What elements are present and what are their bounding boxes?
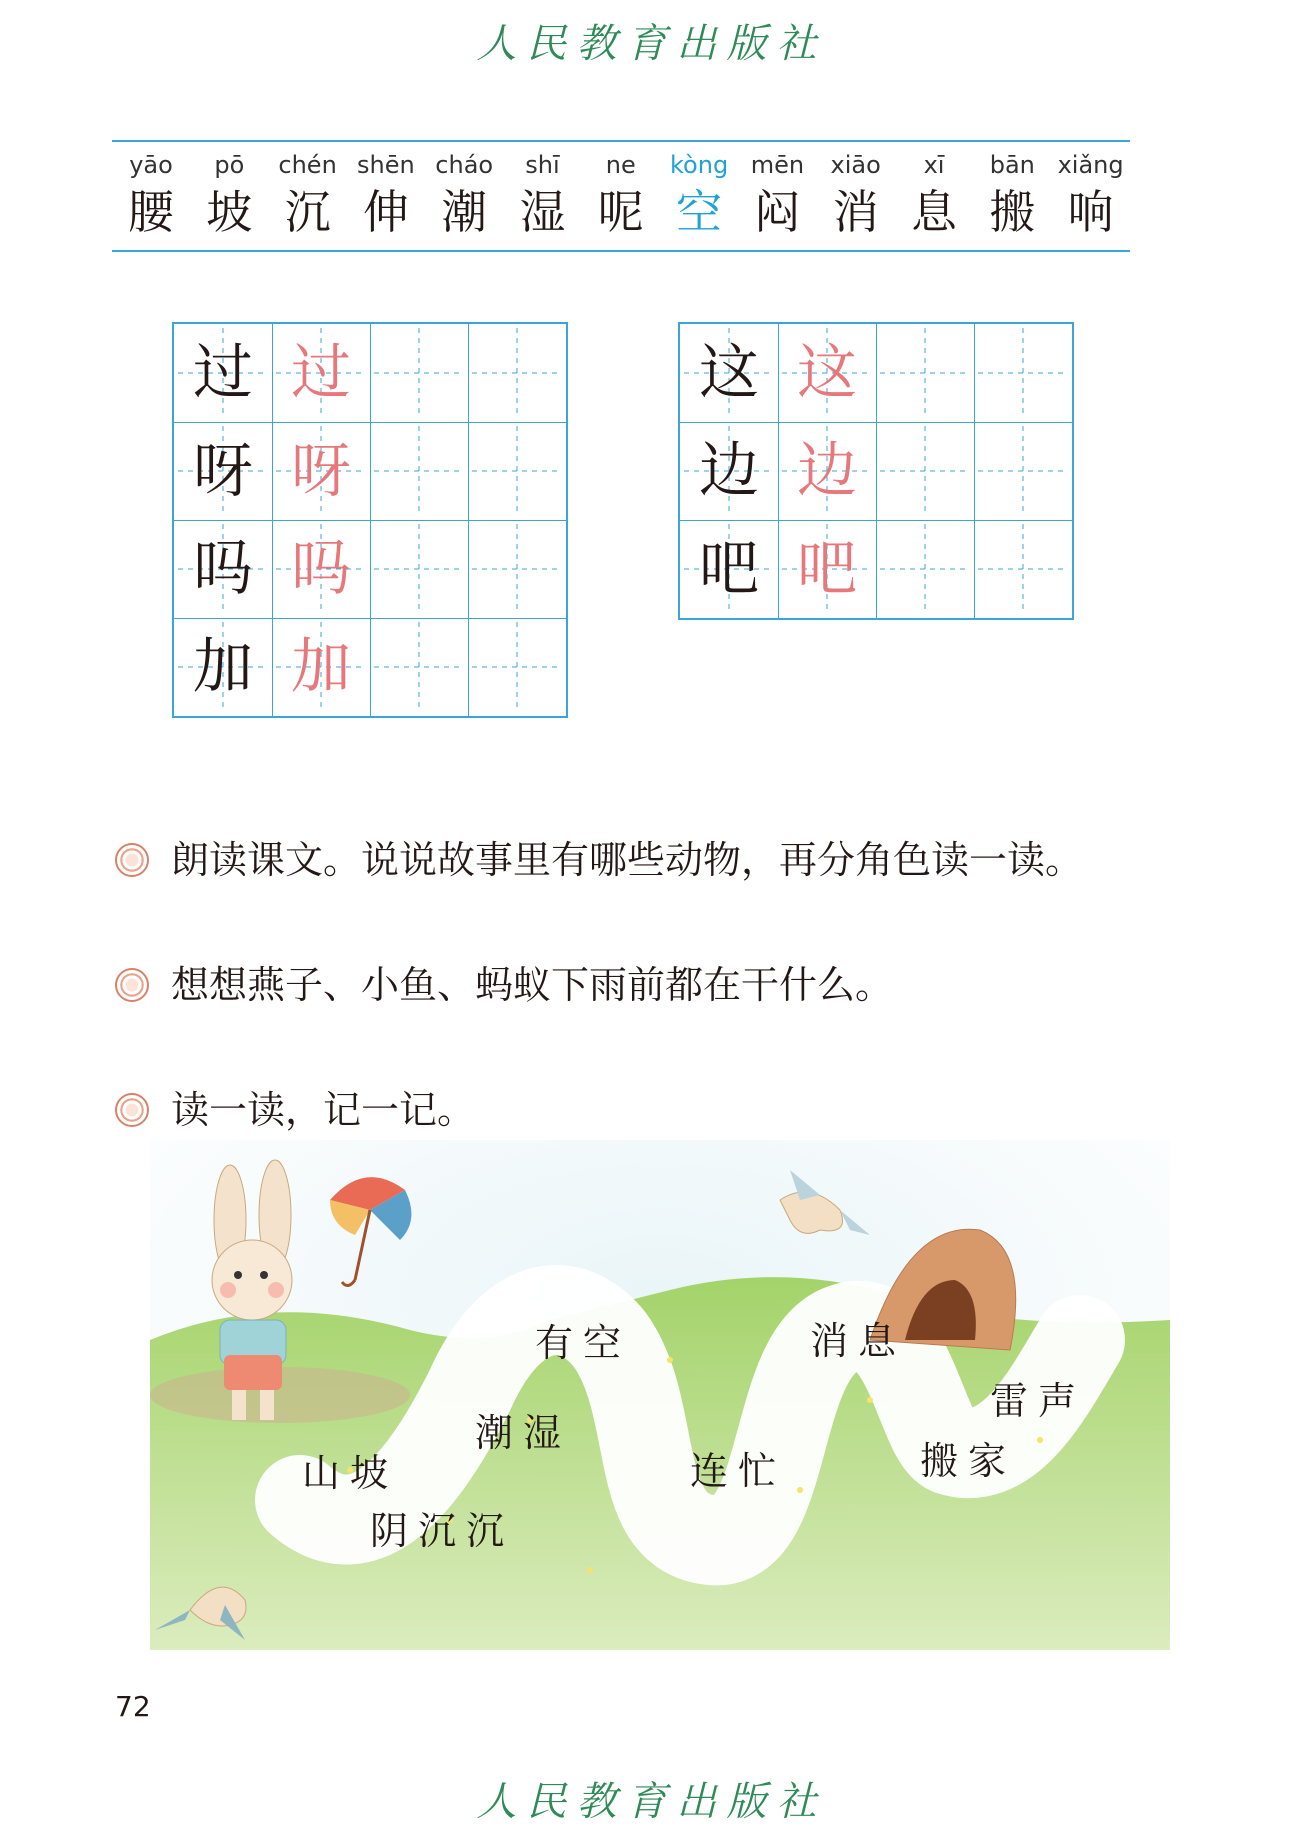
vocab-pinyin: shēn [357, 151, 415, 179]
scene-word: 消息 [810, 1319, 907, 1363]
scene-word: 连忙 [690, 1449, 787, 1493]
task-1-text: 朗读课文。说说故事里有哪些动物，再分角色读一读。 [171, 838, 1084, 882]
vocab-pinyin: cháo [435, 151, 494, 179]
task-bullet-icon [115, 1093, 149, 1127]
grid-cell [272, 618, 370, 716]
vocab-item [582, 148, 660, 242]
trace-character: 过 [291, 338, 351, 408]
grid-cell[interactable] [974, 324, 1072, 422]
vocab-character: 搬 [989, 185, 1036, 239]
trace-character: 边 [797, 436, 857, 506]
vocab-character: 息 [911, 185, 957, 239]
vocab-character: 沉 [284, 185, 331, 239]
vocab-character: 腰 [128, 185, 174, 239]
vocab-item [269, 148, 347, 242]
vocab-pinyin: ne [605, 151, 636, 179]
vocab-item [1052, 148, 1130, 242]
grid-cell [778, 422, 876, 520]
vocab-row [112, 148, 1130, 258]
vocab-character: 湿 [519, 185, 566, 239]
grid-cell[interactable] [876, 520, 974, 618]
vocab-item [347, 148, 425, 242]
grid-cell[interactable] [370, 520, 468, 618]
task-bullet-icon [115, 968, 149, 1002]
vocab-item [738, 148, 816, 242]
trace-character: 呀 [291, 436, 351, 506]
grid-cell [174, 422, 272, 520]
vocab-item [660, 148, 738, 242]
trace-character: 这 [797, 338, 857, 408]
grid-cell [174, 520, 272, 618]
vocab-character: 呢 [597, 185, 644, 239]
vocab-character: 响 [1067, 185, 1114, 239]
scene-word: 雷声 [990, 1379, 1087, 1423]
vocab-item [112, 148, 190, 242]
grid-cell [174, 324, 272, 422]
vocab-character: 闷 [754, 185, 801, 239]
scene-word: 潮湿 [475, 1411, 572, 1455]
page-number: 72 [115, 1690, 151, 1723]
vocab-pinyin: xī [923, 151, 945, 179]
trace-character: 吧 [797, 534, 857, 604]
grid-cell[interactable] [468, 520, 566, 618]
grid-cell [680, 324, 778, 422]
publisher-footer: 人民教育出版社 [476, 1779, 827, 1825]
vocab-pinyin: mēn [750, 151, 805, 179]
vocab-pinyin: pō [214, 151, 245, 179]
vocab-character: 坡 [206, 185, 253, 239]
vocab-pinyin: kòng [670, 151, 729, 179]
scene-word: 搬家 [920, 1439, 1017, 1483]
grid-cell[interactable] [974, 422, 1072, 520]
vocab-item [895, 148, 973, 242]
grid-cell [272, 324, 370, 422]
publisher-header: 人民教育出版社 [476, 21, 827, 67]
grid-cell [778, 324, 876, 422]
vocab-character: 消 [832, 185, 879, 239]
vocab-pinyin: shī [525, 151, 560, 179]
vocab-top-rule [112, 140, 1130, 142]
model-character: 过 [193, 338, 253, 408]
trace-character: 加 [291, 632, 351, 702]
grid-cell[interactable] [370, 422, 468, 520]
vocab-bottom-rule [112, 250, 1130, 252]
model-character: 加 [193, 632, 253, 702]
vocab-item [973, 148, 1051, 242]
grid-cell [272, 520, 370, 618]
model-character: 边 [699, 436, 759, 506]
task-3 [115, 1085, 475, 1135]
vocab-pinyin: chén [278, 151, 337, 179]
vocab-character: 伸 [362, 185, 409, 239]
grid-cell[interactable] [468, 324, 566, 422]
task-2 [115, 960, 893, 1010]
vocab-character: 空 [676, 185, 723, 239]
model-character: 吗 [193, 534, 253, 604]
task-2-text: 想想燕子、小鱼、蚂蚁下雨前都在干什么。 [171, 963, 894, 1007]
model-character: 呀 [193, 436, 253, 506]
writing-grid-left [172, 322, 568, 718]
vocab-pinyin: xiāo [830, 151, 881, 179]
grid-cell[interactable] [468, 422, 566, 520]
vocab-pinyin: bān [989, 151, 1035, 179]
task-3-text: 读一读，记一记。 [171, 1088, 476, 1132]
grid-cell [680, 422, 778, 520]
task-1 [115, 835, 1083, 885]
grid-cell [272, 422, 370, 520]
task-bullet-icon [115, 843, 149, 877]
vocab-pinyin: yāo [129, 151, 173, 179]
grid-cell[interactable] [468, 618, 566, 716]
vocab-character: 潮 [441, 185, 488, 239]
vocab-pinyin: xiǎng [1057, 151, 1124, 179]
writing-grid-right [678, 322, 1074, 620]
scene-word: 山坡 [302, 1451, 399, 1495]
vocab-item [504, 148, 582, 242]
grid-cell[interactable] [370, 324, 468, 422]
model-character: 吧 [699, 534, 759, 604]
grid-cell[interactable] [876, 324, 974, 422]
grid-cell [778, 520, 876, 618]
word-path-illustration [150, 1140, 1170, 1650]
vocab-item [425, 148, 503, 242]
model-character: 这 [699, 338, 759, 408]
grid-cell [174, 618, 272, 716]
trace-character: 吗 [291, 534, 351, 604]
vocab-item [817, 148, 895, 242]
grid-cell[interactable] [974, 520, 1072, 618]
vocab-item [190, 148, 268, 242]
scene-word: 有空 [535, 1321, 632, 1365]
grid-cell [680, 520, 778, 618]
grid-cell[interactable] [876, 422, 974, 520]
grid-cell[interactable] [370, 618, 468, 716]
scene-word: 阴沉沉 [370, 1509, 515, 1553]
